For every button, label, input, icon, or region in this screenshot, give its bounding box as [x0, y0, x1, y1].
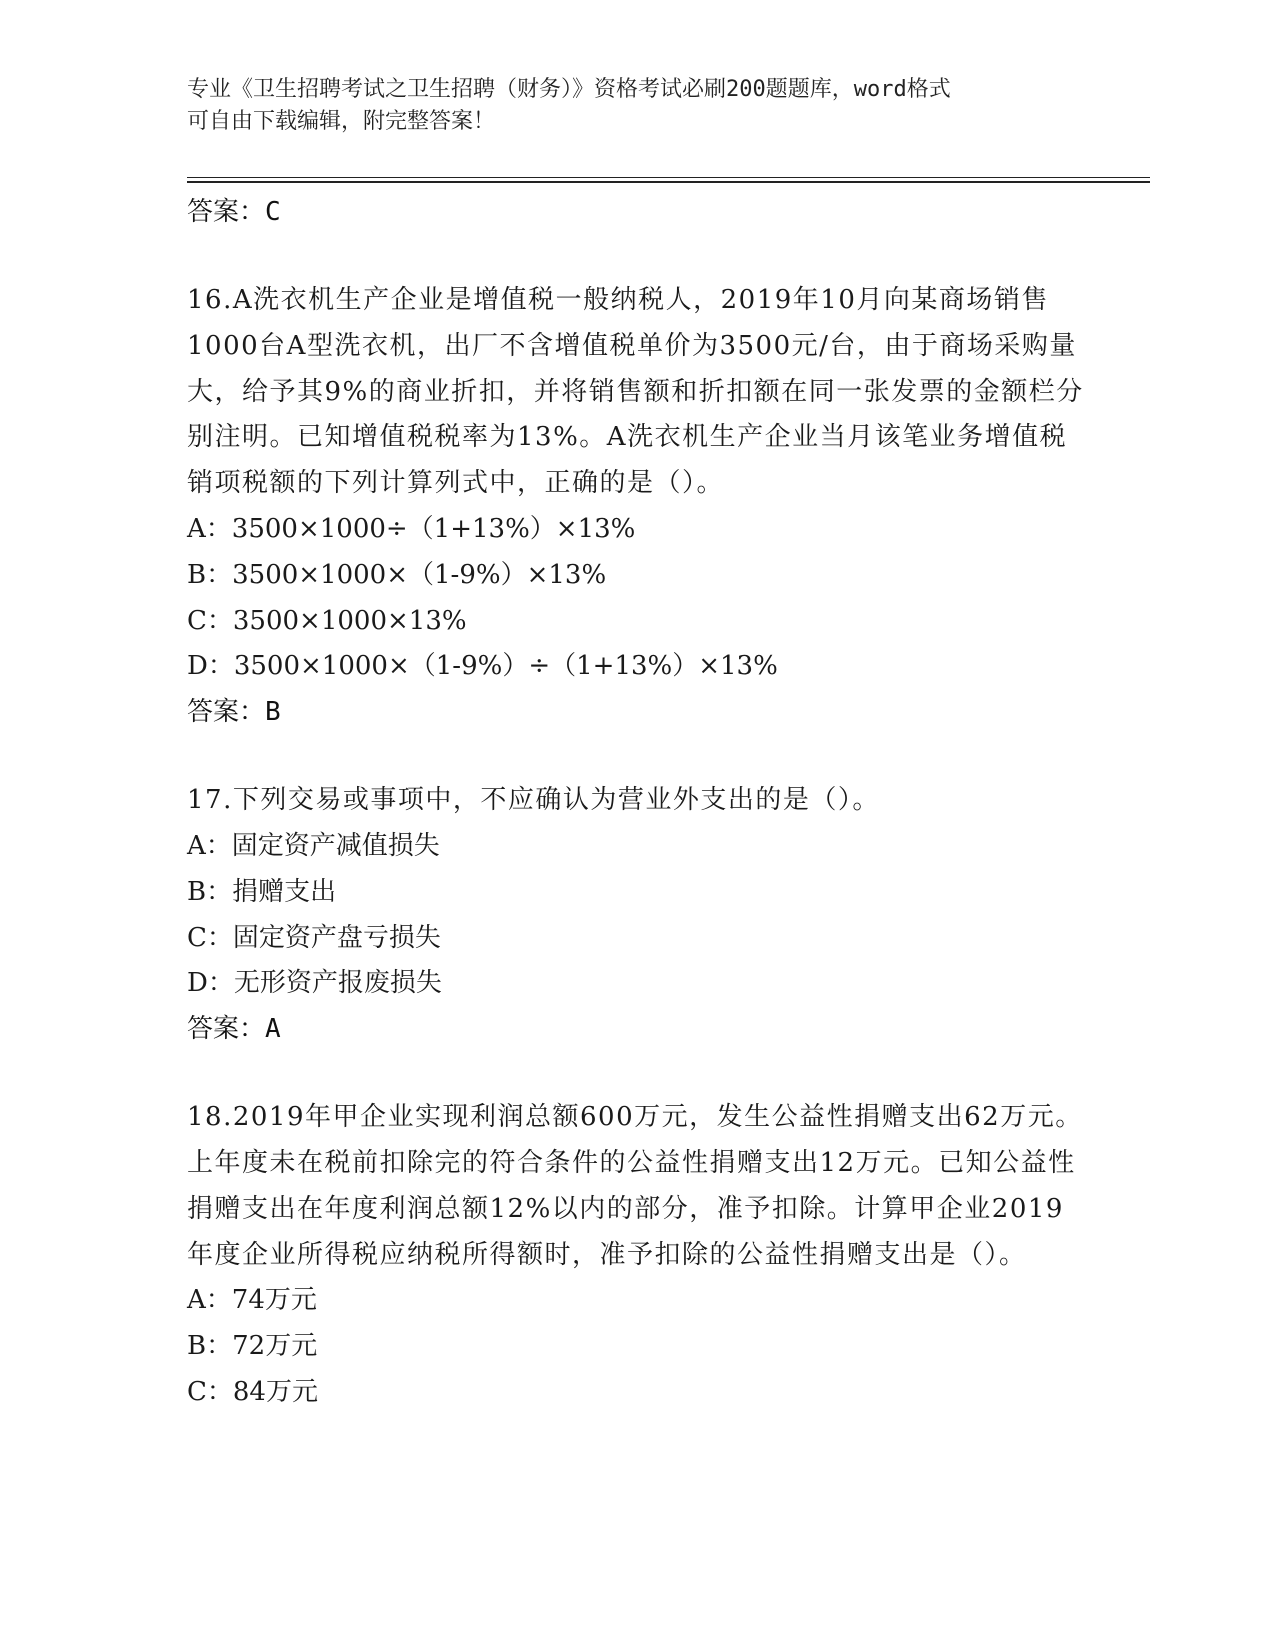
document-header [187, 74, 1067, 138]
question-stem: 18.2019年甲企业实现利润总额600万元，发生公益性捐赠支出62万元。上年度未在税前扣除完的符合条件的公益性捐赠支出12万元。已知公益性捐赠支出在年度利润总额12%以内的部分，准予扣除。计算甲企业2019年度企业所得税应纳税所得额时，准予扣除的公益性捐赠支出是（）。 [187, 1102, 1083, 1270]
option-a: A：3500×1000÷（1+13%）×13% [187, 513, 636, 544]
question-list [187, 190, 1087, 1416]
question-16 [187, 278, 1087, 734]
previous-answer: 答案：C [187, 197, 281, 227]
option-c: C：84万元 [187, 1376, 318, 1407]
question-answer: 答案：B [187, 697, 281, 728]
header-line-2: 可自由下载编辑，附完整答案！ [187, 109, 496, 134]
question-18 [187, 1095, 1087, 1416]
option-b: B：捐赠支出 [187, 876, 337, 907]
option-a: A：固定资产减值损失 [187, 830, 440, 861]
option-a: A：74万元 [187, 1285, 317, 1316]
option-d: D：无形资产报废损失 [187, 968, 442, 999]
option-d: D：3500×1000×（1-9%）÷（1+13%）×13% [187, 651, 778, 682]
header-line-1: 专业《卫生招聘考试之卫生招聘（财务）》资格考试必刷200题题库，word格式 [187, 77, 951, 102]
question-stem: 17.下列交易或事项中，不应确认为营业外支出的是（）。 [187, 785, 880, 816]
question-answer: 答案：A [187, 1014, 281, 1045]
option-b: B：72万元 [187, 1331, 318, 1362]
question-stem: 16.A洗衣机生产企业是增值税一般纳税人，2019年10月向某商场销售1000台A型洗衣机，出厂不含增值税单价为3500元/台，由于商场采购量大，给予其9%的商业折扣，并将销售额和折扣额在同一张发票的金额栏分别注明。已知增值税税率为13%。A洗衣机生产企业当月该笔业务增值税销项税额的下列计算列式中，正确的是（）。 [187, 285, 1084, 499]
question-17 [187, 778, 1087, 1051]
header-rule-thin [187, 177, 1150, 178]
option-c: C：3500×1000×13% [187, 605, 467, 636]
header-rule-thick [187, 181, 1150, 183]
option-c: C：固定资产盘亏损失 [187, 922, 441, 953]
option-b: B：3500×1000×（1-9%）×13% [187, 559, 607, 590]
